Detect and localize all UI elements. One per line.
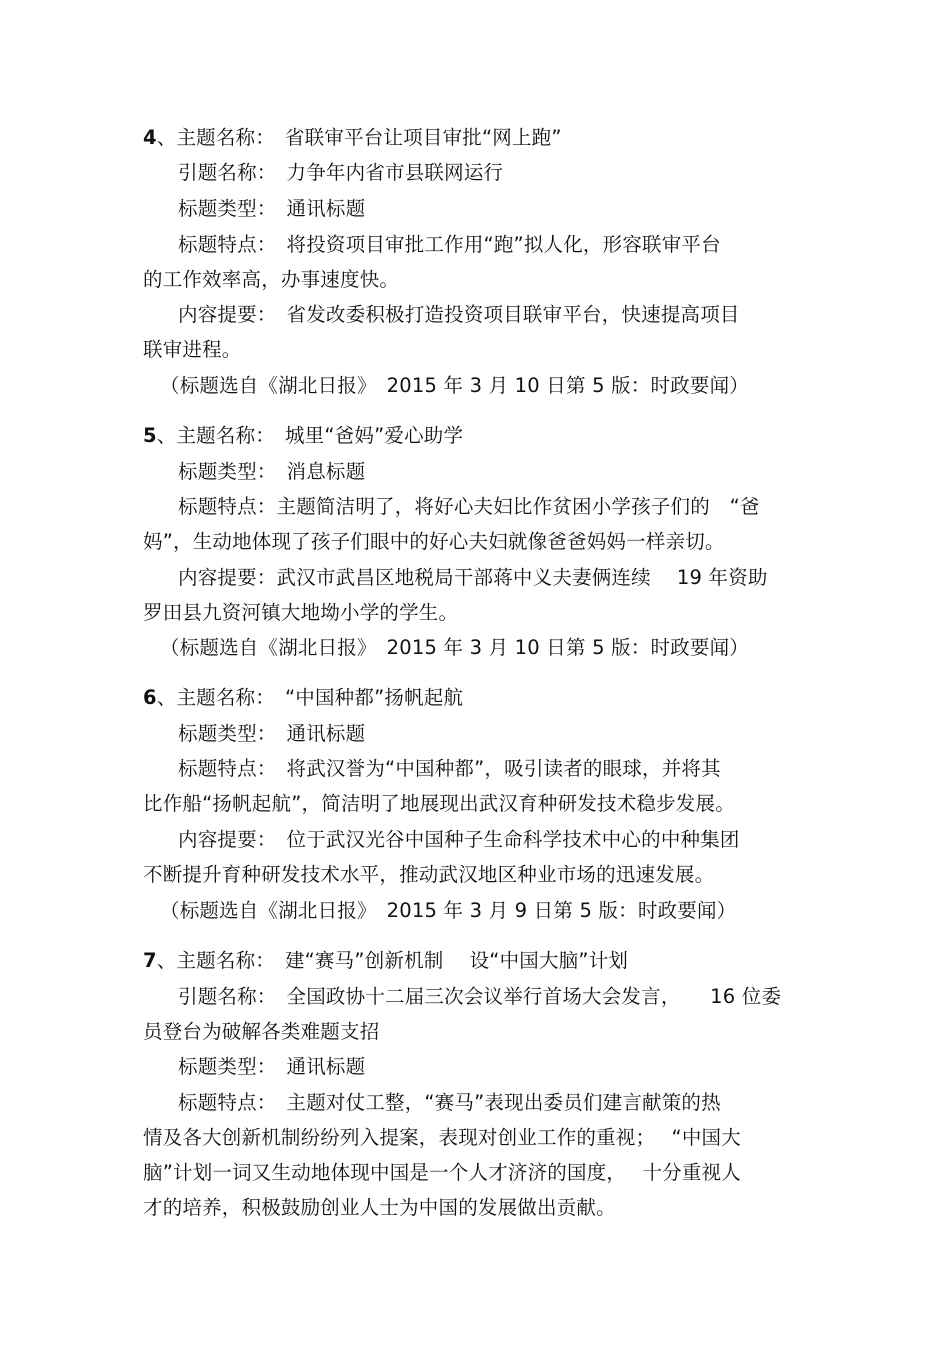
feature-label: 标题特点： (178, 233, 277, 256)
type-line (178, 197, 365, 221)
type-text: 通讯标题 (286, 1055, 366, 1078)
subject-line (143, 686, 463, 710)
type-line (178, 722, 365, 746)
feature-continuation: 妈”，生动地体现了孩子们眼中的好心夫妇就像爸爸妈妈一样亲切。 (143, 530, 725, 553)
subject-text: 建“赛马”创新机制 设“中国大脑”计划 (284, 949, 629, 972)
feature-text: 主题简洁明了，将好心夫妇比作贫困小学孩子们的 “爸 (276, 495, 760, 518)
summary-text: 武汉市武昌区地税局干部蒋中义夫妻俩连续 19 年资助 (276, 566, 768, 589)
subject-line (143, 126, 562, 150)
summary-label: 内容提要： (178, 828, 277, 851)
entry-number: 7 (143, 949, 157, 972)
subject-text: 城里“爸妈”爱心助学 (284, 424, 464, 447)
type-label: 标题类型： (178, 722, 277, 745)
feature-continuation: 情及各大创新机制纷纷列入提案，表现对创业工作的重视； “中国大 (143, 1126, 741, 1149)
type-line (178, 1055, 365, 1079)
entry-number: 6 (143, 686, 157, 709)
feature-line (178, 495, 760, 519)
summary-text: 省发改委积极打造投资项目联审平台，快速提高项目 (286, 303, 740, 326)
type-text: 通讯标题 (286, 722, 366, 745)
feature-text: 主题对仗工整，“赛马”表现出委员们建言献策的热 (286, 1091, 721, 1114)
type-label: 标题类型： (178, 197, 277, 220)
type-label: 标题类型： (178, 1055, 277, 1078)
subject-label: 、主题名称： (156, 424, 275, 447)
intro-line (178, 985, 781, 1009)
summary-continuation: 罗田县九资河镇大地坳小学的学生。 (143, 601, 459, 624)
summary-line (178, 303, 740, 327)
feature-continuation: 的工作效率高，办事速度快。 (143, 268, 400, 291)
subject-text: 省联审平台让项目审批“网上跑” (284, 126, 562, 149)
intro-text: 力争年内省市县联网运行 (286, 161, 504, 184)
feature-line (178, 1091, 721, 1115)
intro-line (178, 161, 503, 185)
subject-label: 、主题名称： (156, 686, 275, 709)
source-line: （标题选自《湖北日报》 2015 年 3 月 9 日第 5 版：时政要闻） (160, 899, 737, 922)
intro-text: 全国政协十二届三次会议举行首场大会发言， 16 位委 (286, 985, 782, 1008)
feature-text: 将武汉誉为“中国种都”，吸引读者的眼球，并将其 (286, 757, 721, 780)
subject-label: 、主题名称： (156, 949, 275, 972)
feature-line (178, 757, 721, 781)
feature-label: 标题特点： (178, 1091, 277, 1114)
type-label: 标题类型： (178, 460, 277, 483)
subject-line (143, 949, 628, 973)
summary-line (178, 566, 768, 590)
feature-label: 标题特点： (178, 757, 277, 780)
source-line: （标题选自《湖北日报》 2015 年 3 月 10 日第 5 版：时政要闻） (160, 636, 749, 659)
feature-line (178, 233, 721, 257)
summary-continuation: 不断提升育种研发技术水平，推动武汉地区种业市场的迅速发展。 (143, 863, 715, 886)
type-text: 消息标题 (286, 460, 366, 483)
intro-label: 引题名称： (178, 985, 277, 1008)
entry-number: 5 (143, 424, 157, 447)
type-line (178, 460, 365, 484)
summary-text: 位于武汉光谷中国种子生命科学技术中心的中种集团 (286, 828, 740, 851)
intro-label: 引题名称： (178, 161, 277, 184)
summary-continuation: 联审进程。 (143, 338, 242, 361)
intro-continuation: 员登台为破解各类难题支招 (143, 1020, 380, 1043)
feature-continuation: 脑”计划一词又生动地体现中国是一个人才济济的国度， 十分重视人 (143, 1161, 741, 1184)
summary-line (178, 828, 740, 852)
feature-continuation: 比作船“扬帆起航”，简洁明了地展现出武汉育种研发技术稳步发展。 (143, 792, 735, 815)
feature-continuation: 才的培养，积极鼓励创业人士为中国的发展做出贡献。 (143, 1196, 616, 1219)
source-line: （标题选自《湖北日报》 2015 年 3 月 10 日第 5 版：时政要闻） (160, 374, 749, 397)
type-text: 通讯标题 (286, 197, 366, 220)
summary-label: 内容提要： (178, 566, 277, 589)
feature-label: 标题特点： (178, 495, 277, 518)
subject-label: 、主题名称： (156, 126, 275, 149)
feature-text: 将投资项目审批工作用“跑”拟人化，形容联审平台 (286, 233, 721, 256)
summary-label: 内容提要： (178, 303, 277, 326)
subject-line (143, 424, 463, 448)
entry-number: 4 (143, 126, 157, 149)
subject-text: “中国种都”扬帆起航 (284, 686, 464, 709)
